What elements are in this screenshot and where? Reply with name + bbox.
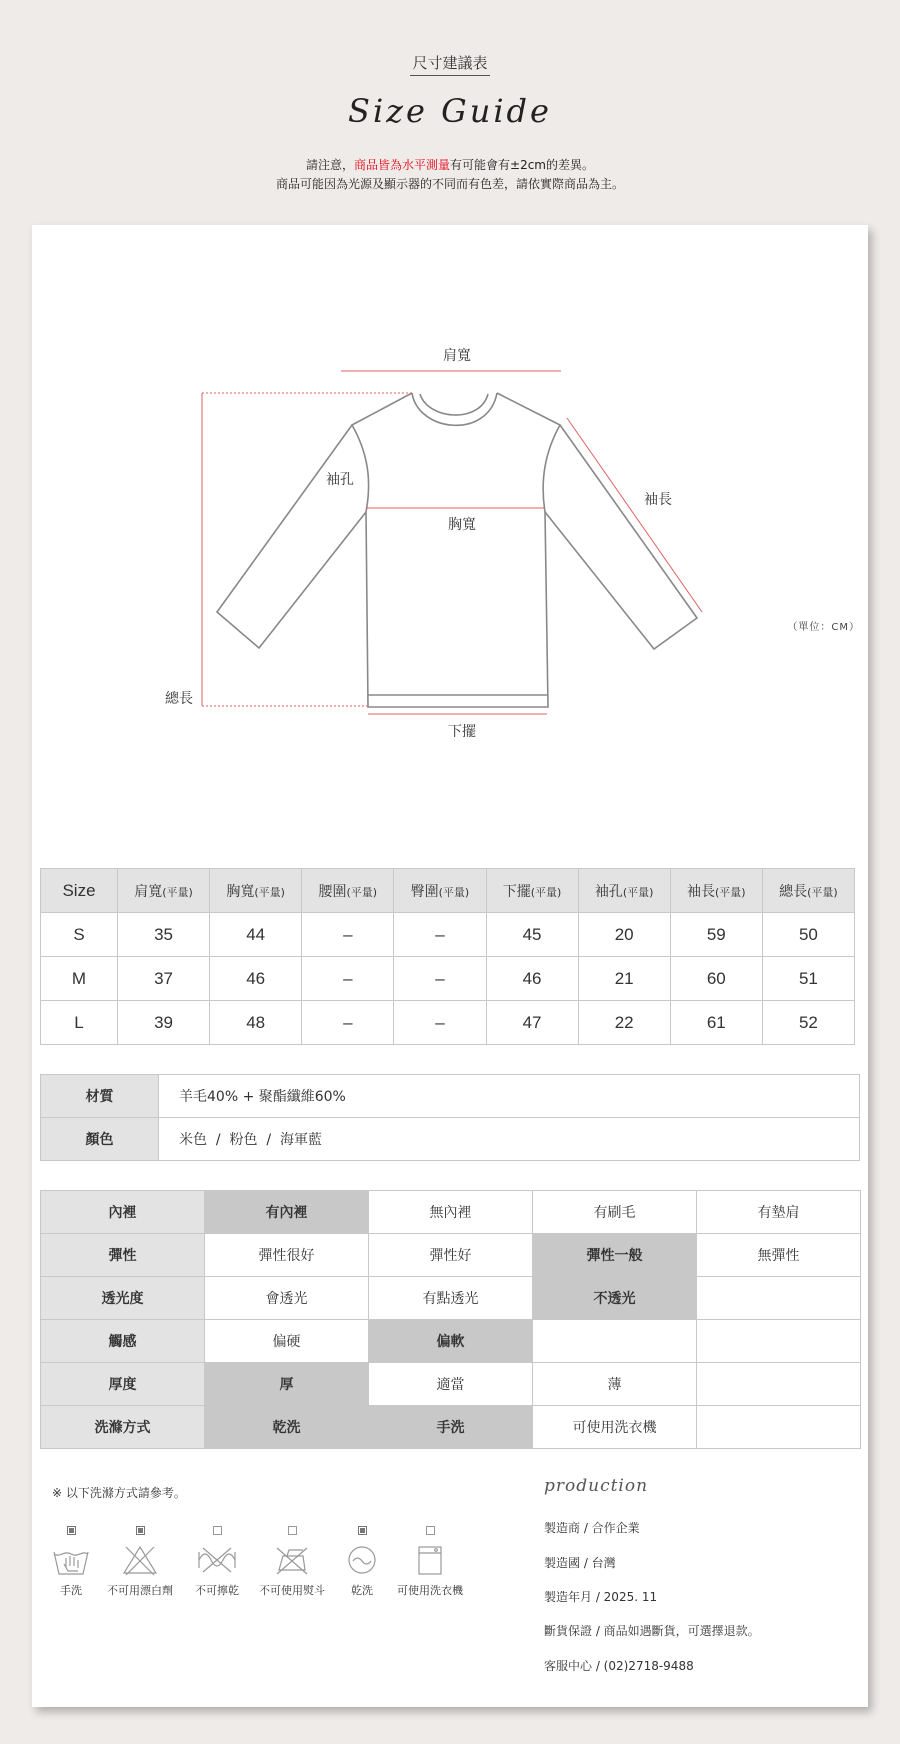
feature-option: 不透光 bbox=[533, 1277, 697, 1320]
wash-checkbox bbox=[67, 1526, 76, 1535]
washing-machine-icon bbox=[411, 1544, 449, 1576]
measurement-lines bbox=[202, 371, 702, 714]
material-label: 材質 bbox=[41, 1075, 159, 1118]
no-iron-icon bbox=[273, 1544, 311, 1576]
feature-row bbox=[41, 1277, 861, 1320]
table-cell: – bbox=[302, 957, 394, 1001]
feature-option bbox=[697, 1406, 861, 1449]
feature-option bbox=[533, 1320, 697, 1363]
table-row bbox=[41, 957, 855, 1001]
feature-option: 偏硬 bbox=[205, 1320, 369, 1363]
feature-option bbox=[697, 1363, 861, 1406]
feature-option: 有點透光 bbox=[369, 1277, 533, 1320]
table-cell: 48 bbox=[210, 1001, 302, 1045]
table-cell: L bbox=[41, 1001, 118, 1045]
table-cell: 51 bbox=[762, 957, 854, 1001]
feature-label: 觸感 bbox=[41, 1320, 205, 1363]
feature-label: 彈性 bbox=[41, 1234, 205, 1277]
length-label: 總長 bbox=[165, 691, 193, 707]
col-header: 袖孔(平量) bbox=[578, 869, 670, 913]
wash-label: 可使用洗衣機 bbox=[397, 1584, 463, 1597]
table-cell: 20 bbox=[578, 913, 670, 957]
feature-option: 無內裡 bbox=[369, 1191, 533, 1234]
wash-label: 不可使用熨斗 bbox=[259, 1584, 325, 1597]
sleeve-label: 袖長 bbox=[644, 492, 672, 508]
wash-note: ※ 以下洗滌方式請參考。 bbox=[52, 1486, 186, 1500]
wash-item-washing-machine bbox=[385, 1526, 475, 1598]
color-note: 商品可能因為光源及顯示器的不同而有色差，請依實際商品為主。 bbox=[275, 177, 624, 191]
feature-option: 有內裡 bbox=[205, 1191, 369, 1234]
table-cell: 50 bbox=[762, 913, 854, 957]
col-header: 總長(平量) bbox=[762, 869, 854, 913]
shoulder-label: 肩寬 bbox=[443, 348, 471, 364]
feature-option: 有刷毛 bbox=[533, 1191, 697, 1234]
feature-option: 彈性好 bbox=[369, 1234, 533, 1277]
table-cell: S bbox=[41, 913, 118, 957]
feature-label: 內裡 bbox=[41, 1191, 205, 1234]
sweater-outline bbox=[217, 393, 697, 707]
feature-row bbox=[41, 1234, 861, 1277]
page-title-en: Size Guide bbox=[348, 92, 552, 130]
no-wring-icon bbox=[197, 1544, 237, 1576]
dry-clean-icon bbox=[343, 1544, 381, 1576]
wash-checkbox bbox=[358, 1526, 367, 1535]
feature-option bbox=[697, 1320, 861, 1363]
table-cell: – bbox=[302, 913, 394, 957]
size-table-header bbox=[41, 869, 855, 913]
table-cell: 46 bbox=[486, 957, 578, 1001]
feature-option: 手洗 bbox=[369, 1406, 533, 1449]
feature-option: 彈性一般 bbox=[533, 1234, 697, 1277]
no-bleach-icon bbox=[121, 1544, 159, 1576]
wash-label: 手洗 bbox=[60, 1584, 82, 1597]
garment-diagram bbox=[0, 0, 900, 760]
feature-label: 透光度 bbox=[41, 1277, 205, 1320]
production-maker: 製造商 / 合作企業 bbox=[544, 1521, 640, 1535]
wash-checkbox bbox=[213, 1526, 222, 1535]
feature-label: 厚度 bbox=[41, 1363, 205, 1406]
color-value: 米色 / 粉色 / 海軍藍 bbox=[159, 1118, 860, 1161]
table-cell: – bbox=[394, 957, 486, 1001]
feature-row bbox=[41, 1320, 861, 1363]
table-cell: – bbox=[302, 1001, 394, 1045]
col-header: 袖長(平量) bbox=[670, 869, 762, 913]
feature-table bbox=[40, 1190, 861, 1449]
table-cell: M bbox=[41, 957, 118, 1001]
feature-row bbox=[41, 1363, 861, 1406]
page-title-zh: 尺寸建議表 bbox=[0, 52, 900, 73]
feature-option: 彈性很好 bbox=[205, 1234, 369, 1277]
table-cell: 52 bbox=[762, 1001, 854, 1045]
table-cell: 59 bbox=[670, 913, 762, 957]
wash-label: 乾洗 bbox=[351, 1584, 373, 1597]
chest-label: 胸寬 bbox=[448, 517, 476, 533]
table-cell: 45 bbox=[486, 913, 578, 957]
feature-option: 無彈性 bbox=[697, 1234, 861, 1277]
table-cell: 21 bbox=[578, 957, 670, 1001]
feature-option: 適當 bbox=[369, 1363, 533, 1406]
table-row bbox=[41, 913, 855, 957]
material-row bbox=[41, 1075, 860, 1118]
material-table bbox=[40, 1074, 860, 1161]
table-cell: 47 bbox=[486, 1001, 578, 1045]
size-table bbox=[40, 868, 855, 1045]
feature-option: 可使用洗衣機 bbox=[533, 1406, 697, 1449]
col-header: 臀圍(平量) bbox=[394, 869, 486, 913]
feature-row bbox=[41, 1191, 861, 1234]
armhole-label: 袖孔 bbox=[326, 472, 354, 488]
wash-label: 不可擰乾 bbox=[195, 1584, 239, 1597]
table-cell: 61 bbox=[670, 1001, 762, 1045]
table-cell: 60 bbox=[670, 957, 762, 1001]
feature-label: 洗滌方式 bbox=[41, 1406, 205, 1449]
feature-option: 偏軟 bbox=[369, 1320, 533, 1363]
col-header: 腰圍(平量) bbox=[302, 869, 394, 913]
wash-checkbox bbox=[136, 1526, 145, 1535]
feature-row bbox=[41, 1406, 861, 1449]
measurement-note: 請注意，商品皆為水平測量有可能會有±2cm的差異。 bbox=[305, 158, 594, 172]
wash-label: 不可用漂白劑 bbox=[107, 1584, 173, 1597]
feature-option bbox=[697, 1277, 861, 1320]
table-cell: – bbox=[394, 913, 486, 957]
table-cell: 22 bbox=[578, 1001, 670, 1045]
production-guarantee: 斷貨保證 / 商品如遇斷貨，可選擇退款。 bbox=[544, 1624, 760, 1638]
col-header: 下擺(平量) bbox=[486, 869, 578, 913]
hem-label: 下擺 bbox=[448, 724, 476, 740]
production-title: production bbox=[544, 1476, 649, 1496]
unit-note: （單位：CM） bbox=[787, 622, 860, 633]
feature-option: 有墊肩 bbox=[697, 1191, 861, 1234]
color-label: 顏色 bbox=[41, 1118, 159, 1161]
feature-option: 乾洗 bbox=[205, 1406, 369, 1449]
table-cell: 46 bbox=[210, 957, 302, 1001]
feature-option: 會透光 bbox=[205, 1277, 369, 1320]
feature-option: 薄 bbox=[533, 1363, 697, 1406]
material-value: 羊毛40% + 聚酯纖維60% bbox=[159, 1075, 860, 1118]
production-date: 製造年月 / 2025. 11 bbox=[544, 1590, 658, 1604]
feature-option: 厚 bbox=[205, 1363, 369, 1406]
col-header: 肩寬(平量) bbox=[118, 869, 210, 913]
table-cell: 44 bbox=[210, 913, 302, 957]
table-cell: 35 bbox=[118, 913, 210, 957]
production-country: 製造國 / 台灣 bbox=[544, 1556, 616, 1570]
col-header: 胸寬(平量) bbox=[210, 869, 302, 913]
table-cell: 37 bbox=[118, 957, 210, 1001]
table-cell: 39 bbox=[118, 1001, 210, 1045]
table-cell: – bbox=[394, 1001, 486, 1045]
production-service: 客服中心 / (02)2718-9488 bbox=[544, 1659, 694, 1673]
color-row bbox=[41, 1118, 860, 1161]
wash-checkbox bbox=[288, 1526, 297, 1535]
wash-checkbox bbox=[426, 1526, 435, 1535]
table-row bbox=[41, 1001, 855, 1045]
hand-wash-icon bbox=[52, 1544, 90, 1576]
size-header: Size bbox=[41, 869, 118, 913]
